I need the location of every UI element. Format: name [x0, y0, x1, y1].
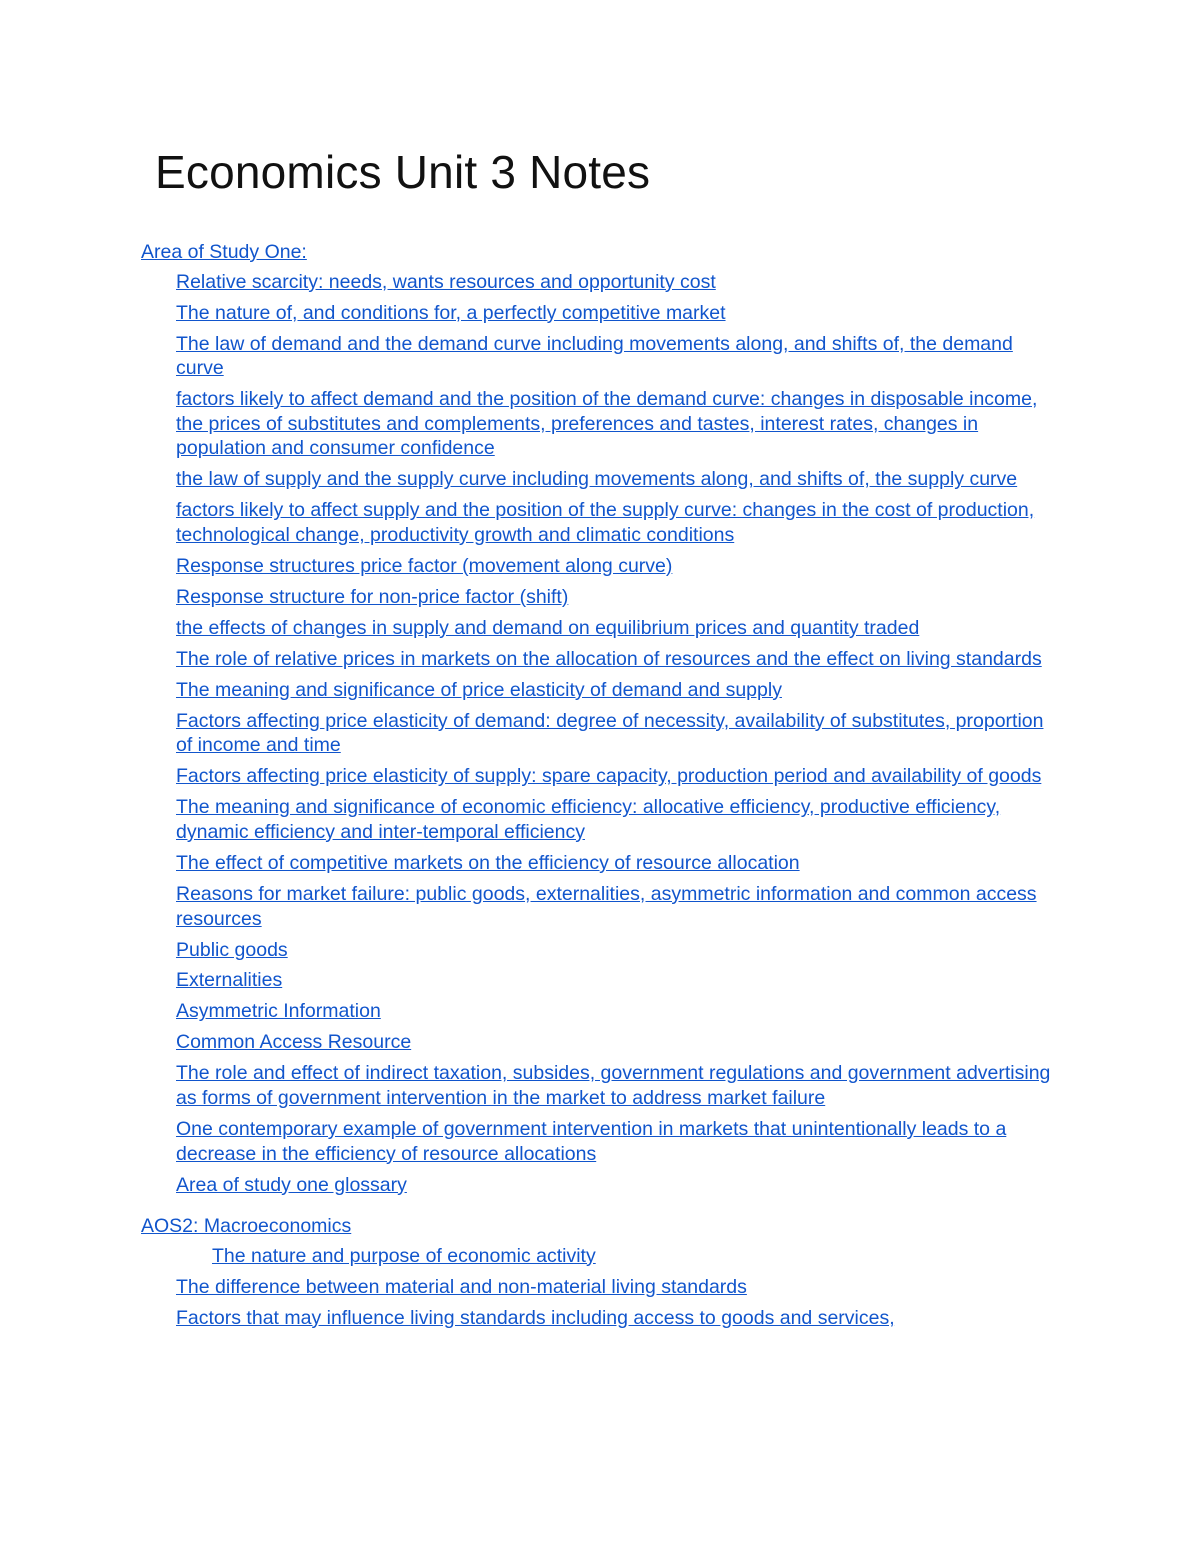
toc-link[interactable]: The effect of competitive markets on the efficiency of resource allocation	[176, 851, 800, 874]
toc-link[interactable]: The law of demand and the demand curve including movements along, and shifts of, the demand curve	[176, 332, 1013, 380]
toc-link[interactable]: Factors affecting price elasticity of demand: degree of necessity, availability of substitutes, proportion of income and time	[176, 709, 1044, 757]
toc-link[interactable]: Public goods	[176, 938, 288, 961]
toc-link[interactable]: Factors that may influence living standards including access to goods and services,	[176, 1306, 895, 1329]
toc-link[interactable]: the law of supply and the supply curve including movements along, and shifts of, the supply curve	[176, 468, 1018, 491]
toc-link[interactable]: factors likely to affect supply and the position of the supply curve: changes in the cost of production, technological change, productivity growth and climatic conditions	[176, 499, 1035, 546]
toc-link[interactable]: The meaning and significance of price elasticity of demand and supply	[176, 678, 782, 701]
toc-link[interactable]: Response structure for non-price factor (shift)	[176, 585, 569, 608]
toc-link[interactable]: The meaning and significance of economic efficiency: allocative efficiency, productive efficiency, dynamic efficiency and inter-temporal efficiency	[176, 796, 1001, 843]
toc-link[interactable]: Externalities	[176, 969, 283, 992]
toc-link[interactable]: The role of relative prices in markets on the allocation of resources and the effect on living standards	[176, 647, 1042, 670]
table-of-contents	[141, 240, 1061, 1337]
toc-link[interactable]: Common Access Resource	[176, 1031, 412, 1054]
toc-link[interactable]: The role and effect of indirect taxation, subsides, government regulations and government advertising as forms of government intervention in the market to address market failure	[176, 1062, 1051, 1110]
toc-link[interactable]: Response structures price factor (movement along curve)	[176, 554, 673, 577]
toc-link[interactable]: One contemporary example of government intervention in markets that unintentionally leads to a decrease in the efficiency of resource allocations	[176, 1118, 1007, 1165]
toc-link[interactable]: Relative scarcity: needs, wants resources and opportunity cost	[176, 270, 716, 293]
toc-section-aos1	[141, 240, 1061, 1197]
toc-link[interactable]: Asymmetric Information	[176, 1000, 381, 1023]
toc-link[interactable]: The nature of, and conditions for, a perfectly competitive market	[176, 301, 726, 324]
toc-link[interactable]: the effects of changes in supply and demand on equilibrium prices and quantity traded	[176, 616, 920, 639]
toc-heading-aos1[interactable]: Area of Study One:	[141, 241, 307, 263]
toc-link[interactable]: Area of study one glossary	[176, 1173, 407, 1196]
toc-section-aos2	[141, 1214, 1061, 1330]
toc-link[interactable]: The difference between material and non-material living standards	[176, 1275, 747, 1298]
toc-link[interactable]: Factors affecting price elasticity of supply: spare capacity, production period and availability of goods	[176, 765, 1042, 788]
document-title: Economics Unit 3 Notes	[155, 146, 651, 198]
toc-link[interactable]: Reasons for market failure: public goods, externalities, asymmetric information and common access resources	[176, 882, 1037, 930]
toc-heading-aos2[interactable]: AOS2: Macroeconomics	[141, 1215, 352, 1238]
toc-link[interactable]: factors likely to affect demand and the position of the demand curve: changes in disposable income, the prices of substitutes and complements, preferences and tastes, interest rates, changes in population and consumer confidence	[176, 388, 1038, 460]
toc-link[interactable]: The nature and purpose of economic activity	[212, 1244, 596, 1267]
